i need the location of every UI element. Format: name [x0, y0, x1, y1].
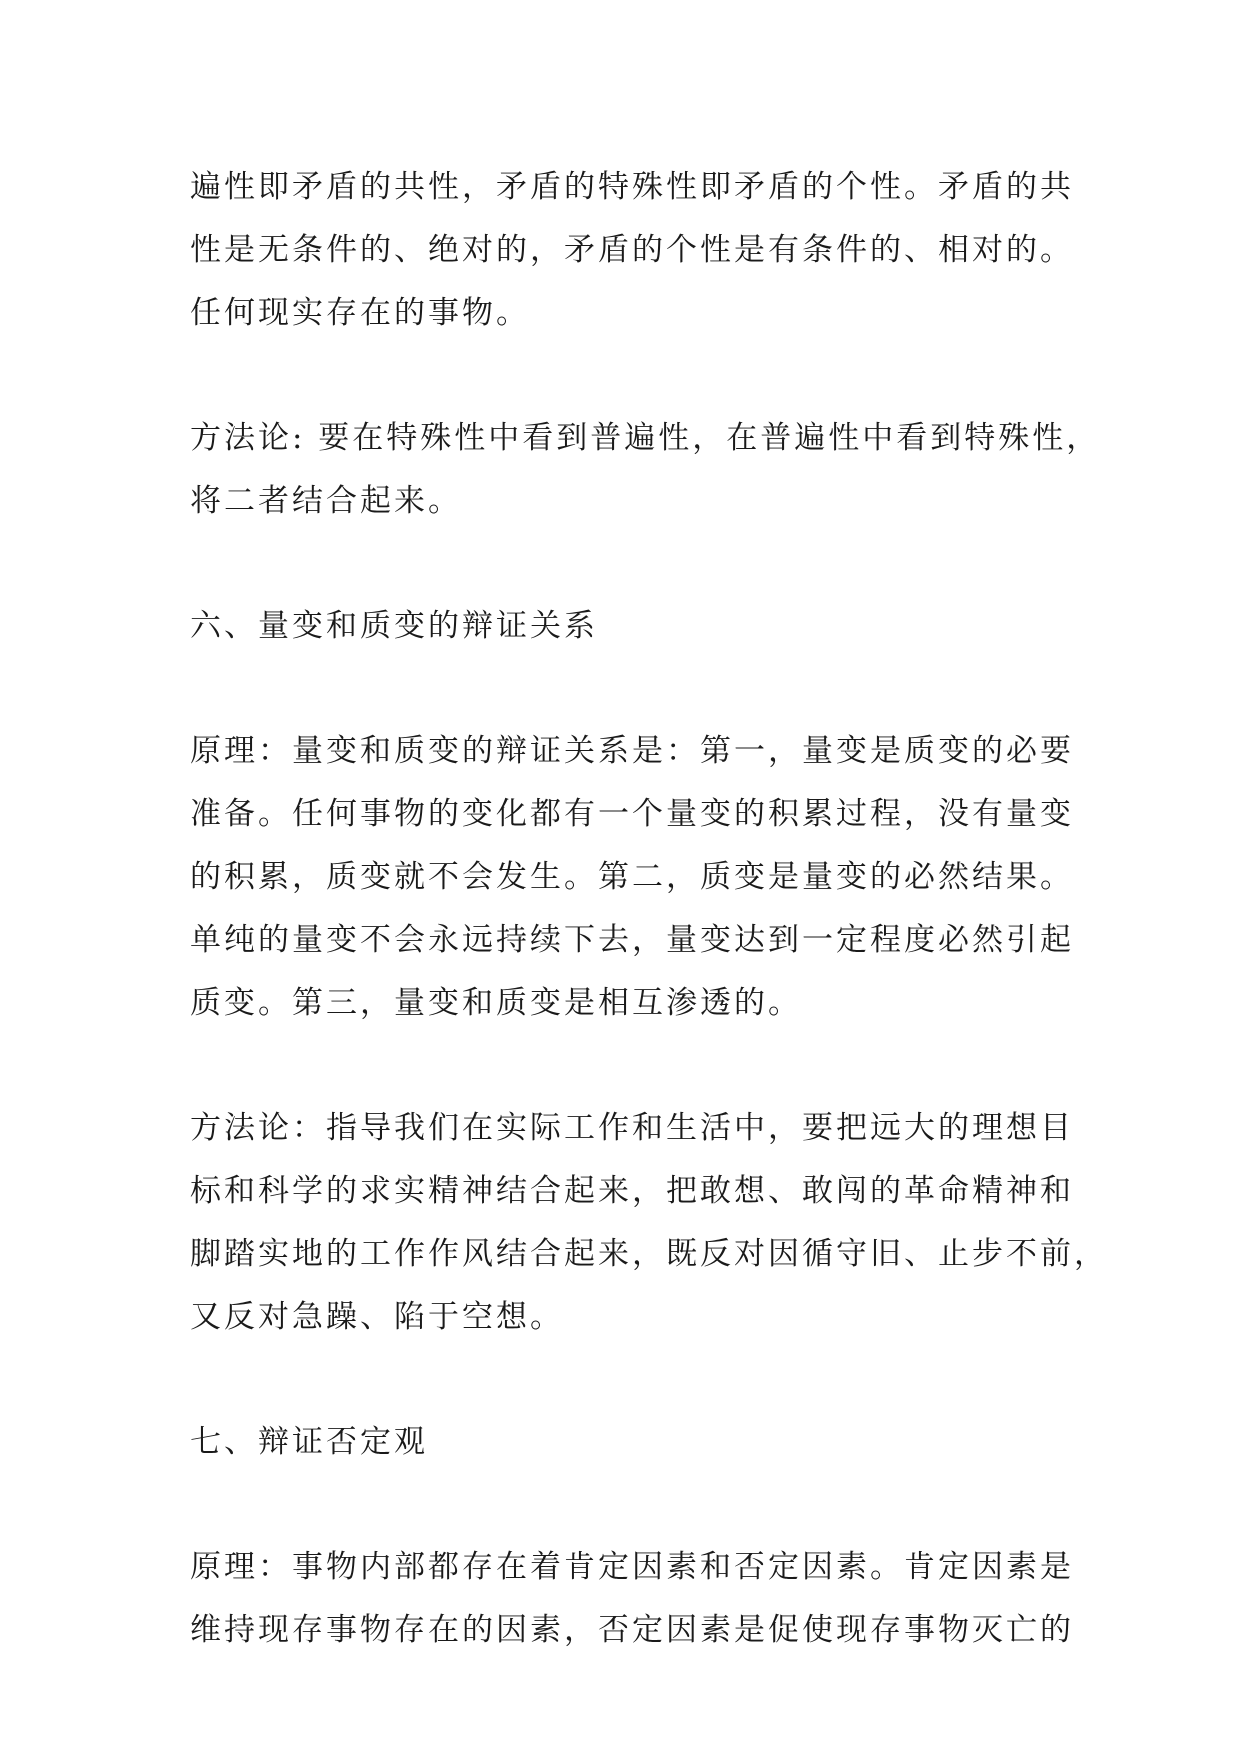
text-line: 方法论：指导我们在实际工作和生活中，要把远大的理想目: [190, 1110, 1074, 1146]
text-line: 任何现实存在的事物。: [190, 295, 530, 331]
paragraph: [190, 156, 1074, 345]
text-line: 标和科学的求实精神结合起来，把敢想、敢闯的革命精神和: [190, 1173, 1074, 1209]
paragraph: [190, 1536, 1074, 1662]
heading-text: 七、辩证否定观: [190, 1424, 428, 1460]
text-line: 方法论: 要在特殊性中看到普遍性，在普遍性中看到特殊性，: [190, 420, 1101, 456]
paragraph: [190, 1097, 1108, 1349]
text-line: 质变。第三，量变和质变是相互渗透的。: [190, 985, 802, 1021]
heading-text: 六、量变和质变的辩证关系: [190, 608, 598, 644]
text-line: 的积累，质变就不会发生。第二，质变是量变的必然结果。: [190, 859, 1074, 895]
paragraph-gap: [190, 1035, 1070, 1097]
text-line: 脚踏实地的工作作风结合起来，既反对因循守旧、止步不前，: [190, 1236, 1108, 1272]
paragraph-gap: [190, 1349, 1070, 1411]
paragraph-gap: [190, 1474, 1070, 1536]
text-line: 将二者结合起来。: [190, 483, 462, 519]
paragraph-gap: [190, 533, 1070, 595]
document-body: [190, 156, 1108, 1662]
paragraph: [190, 720, 1074, 1035]
text-line: 原理：量变和质变的辩证关系是：第一，量变是质变的必要: [190, 733, 1074, 769]
text-line: 原理：事物内部都存在着肯定因素和否定因素。肯定因素是: [190, 1549, 1074, 1585]
text-line: 性是无条件的、绝对的，矛盾的个性是有条件的、相对的。: [190, 232, 1074, 268]
paragraph-gap: [190, 658, 1070, 720]
section-heading: [190, 595, 1070, 658]
text-line: 又反对急躁、陷于空想。: [190, 1299, 564, 1335]
text-line: 准备。任何事物的变化都有一个量变的积累过程，没有量变: [190, 796, 1074, 832]
text-line: 遍性即矛盾的共性，矛盾的特殊性即矛盾的个性。矛盾的共: [190, 169, 1074, 205]
paragraph-gap: [190, 345, 1070, 407]
text-line: 单纯的量变不会永远持续下去，量变达到一定程度必然引起: [190, 922, 1074, 958]
paragraph: [190, 407, 1101, 533]
section-heading: [190, 1411, 1070, 1474]
text-line: 维持现存事物存在的因素，否定因素是促使现存事物灭亡的: [190, 1612, 1074, 1648]
